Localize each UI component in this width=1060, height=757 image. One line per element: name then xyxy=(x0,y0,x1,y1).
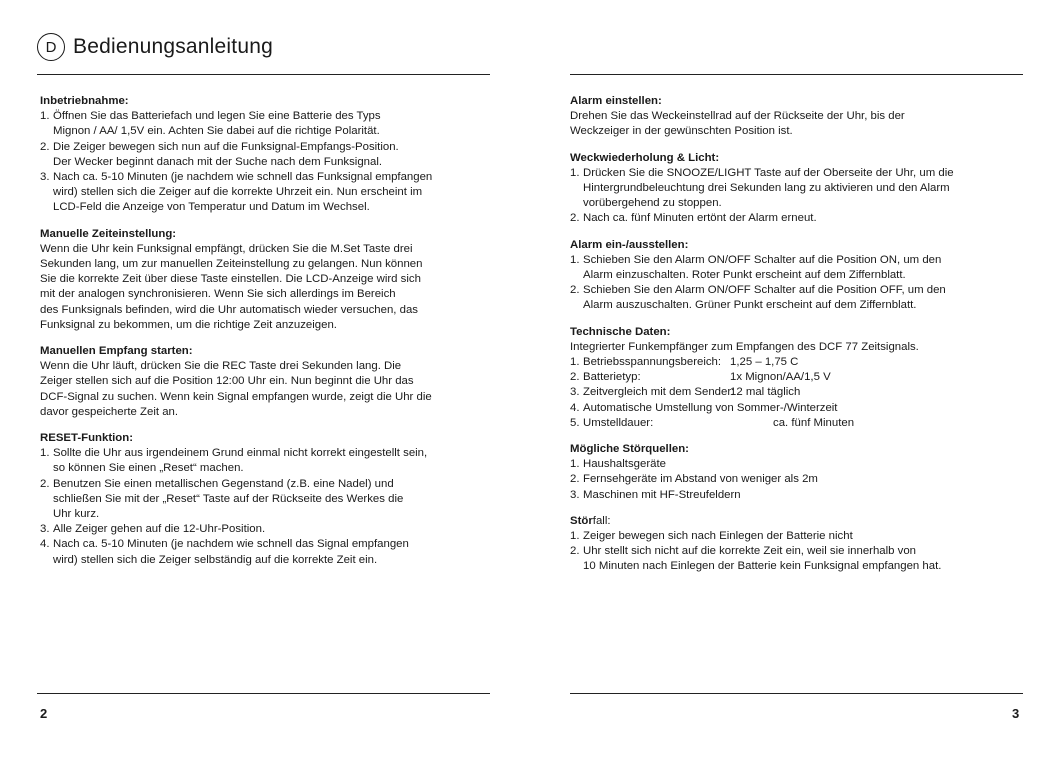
title-light-part: fall: xyxy=(592,514,611,527)
list-item xyxy=(40,446,500,476)
text-line: Alarm auszuschalten. Grüner Punkt erscheint auf dem Ziffernblatt. xyxy=(583,299,917,312)
item-number: 1. xyxy=(570,166,580,179)
text-line: Sollte die Uhr aus irgendeinem Grund einmal nicht korrekt eingestellt sein, xyxy=(53,447,428,460)
tech-row xyxy=(570,355,1025,370)
tech-row xyxy=(570,401,1025,416)
section-title: Manuellen Empfang starten: xyxy=(40,345,193,358)
item-number: 4. xyxy=(570,401,580,414)
item-text xyxy=(53,140,500,170)
item-number: 2. xyxy=(570,473,580,486)
item-number: 2. xyxy=(570,284,580,297)
list-item xyxy=(40,140,500,170)
list-item xyxy=(570,457,1025,472)
section-stoerfall xyxy=(570,514,1025,575)
step-list xyxy=(570,529,1025,575)
item-text xyxy=(583,283,1025,313)
item-text xyxy=(53,109,500,139)
text-line: vorübergehend zu stoppen. xyxy=(583,197,722,210)
section-title: Weckwiederholung & Licht: xyxy=(570,151,720,164)
item-text xyxy=(583,544,1025,574)
item-number: 2. xyxy=(570,212,580,225)
section-title: Manuelle Zeiteinstellung: xyxy=(40,227,177,240)
text-line: Die Zeiger bewegen sich nun auf die Funksignal-Empfangs-Position. xyxy=(53,140,399,153)
item-number: 4. xyxy=(40,538,50,551)
section-title: Inbetriebnahme: xyxy=(40,95,129,107)
item-number: 3. xyxy=(40,171,50,184)
item-text xyxy=(583,211,1025,226)
page-number-left: 2 xyxy=(40,706,48,721)
paragraph xyxy=(40,242,500,333)
text-line: mit der analogen synchronisieren. Wenn Sie sich allerdings im Bereich xyxy=(40,288,396,301)
text-line: des Funksignals befinden, wird die Uhr automatisch wieder versuchen, das xyxy=(40,303,418,316)
tech-value: 12 mal täglich xyxy=(730,386,801,399)
right-page xyxy=(570,94,1025,586)
item-number: 3. xyxy=(570,386,580,399)
left-page xyxy=(40,94,500,579)
list-item xyxy=(40,522,500,537)
text-line: Sekunden lang, um zur manuellen Zeiteinstellung zu gelangen. Nun können xyxy=(40,258,423,271)
manual-header xyxy=(37,33,273,61)
text-line: wird) stellen sich die Zeiger auf die korrekte Uhrzeit ein. Nun erscheint im xyxy=(53,186,423,199)
tech-intro: Integrierter Funkempfänger zum Empfangen des DCF 77 Zeitsignals. xyxy=(570,340,919,353)
list-item xyxy=(570,166,1025,212)
section-title: Alarm einstellen: xyxy=(570,95,662,107)
text-line: Uhr stellt sich nicht auf die korrekte Zeit ein, weil sie innerhalb von xyxy=(583,545,917,558)
item-number: 2. xyxy=(570,371,580,384)
item-number: 2. xyxy=(40,140,50,153)
list-item xyxy=(570,253,1025,283)
text-line: Wenn die Uhr kein Funksignal empfängt, drücken Sie die M.Set Taste drei xyxy=(40,242,413,255)
section-weckwiederholung xyxy=(570,151,1025,227)
text-line: Uhr kurz. xyxy=(53,508,100,521)
right-bottom-rule xyxy=(570,693,1023,694)
list-item xyxy=(570,472,1025,487)
title-bold-part: Stör xyxy=(570,514,593,527)
list-item xyxy=(570,488,1025,503)
list-item xyxy=(40,109,500,139)
text-line: Drehen Sie das Weckeinstellrad auf der Rückseite der Uhr, bis der xyxy=(570,110,905,123)
step-list xyxy=(570,253,1025,314)
item-text xyxy=(53,522,500,537)
item-text: Maschinen mit HF-Streufeldern xyxy=(583,488,741,501)
left-top-rule xyxy=(37,74,490,75)
text-line: Nach ca. 5-10 Minuten (je nachdem wie schnell das Signal empfangen xyxy=(53,538,409,551)
list-item xyxy=(40,170,500,216)
left-bottom-rule xyxy=(37,693,490,694)
list-item xyxy=(40,477,500,523)
text-line: wird) stellen sich die Zeiger selbständig auf die korrekte Zeit ein. xyxy=(53,553,378,566)
text-line: Alle Zeiger gehen auf die 12-Uhr-Position. xyxy=(53,523,266,536)
list-item xyxy=(570,211,1025,226)
text-line: Nach ca. fünf Minuten ertönt der Alarm erneut. xyxy=(583,212,817,225)
tech-value: 1x Mignon/AA/1,5 V xyxy=(730,371,831,384)
section-title: Mögliche Störquellen: xyxy=(570,443,689,456)
list-item xyxy=(570,529,1025,544)
item-number: 1. xyxy=(40,110,50,123)
page-number-right: 3 xyxy=(1012,706,1020,721)
text-line: Mignon / AA/ 1,5V ein. Achten Sie dabei auf die richtige Polarität. xyxy=(53,125,380,138)
paragraph xyxy=(40,359,500,420)
item-number: 1. xyxy=(570,458,580,471)
item-number: 5. xyxy=(570,416,580,429)
item-number: 1. xyxy=(570,530,580,543)
section-reset-funktion xyxy=(40,431,500,568)
text-line: Schieben Sie den Alarm ON/OFF Schalter auf die Position ON, um den xyxy=(583,253,942,266)
section-alarm-einstellen xyxy=(570,94,1025,140)
text-line: Alarm einzuschalten. Roter Punkt erscheint auf dem Ziffernblatt. xyxy=(583,269,906,282)
section-inbetriebnahme xyxy=(40,94,500,216)
step-list xyxy=(570,166,1025,227)
section-title: RESET-Funktion: xyxy=(40,432,134,445)
text-line: Zeiger stellen sich auf die Position 12:00 Uhr ein. Nun beginnt die Uhr das xyxy=(40,375,414,388)
tech-value: ca. fünf Minuten xyxy=(773,416,855,429)
tech-label: Betriebsspannungsbereich: xyxy=(583,356,722,369)
item-number: 2. xyxy=(40,477,50,490)
step-list xyxy=(570,457,1025,503)
text-line: Funksignal zu bekommen, um die richtige Zeit anzuzeigen. xyxy=(40,318,337,331)
section-alarm-ein-aus xyxy=(570,238,1025,314)
list-item xyxy=(570,544,1025,574)
section-stoerquellen xyxy=(570,442,1025,503)
tech-label: Umstelldauer: xyxy=(583,416,654,429)
text-line: schließen Sie mit der „Reset“ Taste auf der Rückseite des Werkes die xyxy=(53,492,404,505)
item-text xyxy=(583,166,1025,212)
item-text: Fernsehgeräte im Abstand von weniger als 2m xyxy=(583,473,818,486)
text-line: Der Wecker beginnt danach mit der Suche nach dem Funksignal. xyxy=(53,155,383,168)
item-text xyxy=(53,477,500,523)
manual-title: Bedienungsanleitung xyxy=(73,35,273,58)
tech-row xyxy=(570,385,1025,400)
tech-row xyxy=(570,370,1025,385)
section-manueller-empfang xyxy=(40,344,500,420)
text-line: Nach ca. 5-10 Minuten (je nachdem wie schnell das Funksignal empfangen xyxy=(53,171,433,184)
tech-label: Automatische Umstellung von Sommer-/Winterzeit xyxy=(583,401,838,414)
step-list xyxy=(40,446,500,568)
item-text xyxy=(583,253,1025,283)
text-line: 10 Minuten nach Einlegen der Batterie kein Funksignal empfangen hat. xyxy=(583,560,942,573)
item-number: 3. xyxy=(570,488,580,501)
list-item xyxy=(570,283,1025,313)
text-line: Schieben Sie den Alarm ON/OFF Schalter auf die Position OFF, um den xyxy=(583,284,946,297)
paragraph xyxy=(570,109,1025,139)
text-line: so können Sie einen „Reset“ machen. xyxy=(53,462,244,475)
text-line: DCF-Signal zu suchen. Wenn kein Signal empfangen wurde, zeigt die Uhr die xyxy=(40,390,432,403)
section-title: Technische Daten: xyxy=(570,325,671,338)
item-number: 2. xyxy=(570,545,580,558)
text-line: Hintergrundbeleuchtung drei Sekunden lang zu aktivieren und den Alarm xyxy=(583,182,950,195)
section-title xyxy=(570,514,1025,529)
text-line: Sie die korrekte Zeit über diese Taste einstellen. Die LCD-Anzeige wird sich xyxy=(40,273,421,286)
section-title: Alarm ein-/ausstellen: xyxy=(570,238,689,251)
list-item xyxy=(40,537,500,567)
item-text xyxy=(53,170,500,216)
item-text xyxy=(583,529,1025,544)
text-line: Benutzen Sie einen metallischen Gegenstand (z.B. eine Nadel) und xyxy=(53,477,394,490)
text-line: LCD-Feld die Anzeige von Temperatur und Datum im Wechsel. xyxy=(53,201,370,214)
text-line: Zeiger bewegen sich nach Einlegen der Batterie nicht xyxy=(583,530,853,543)
item-text xyxy=(53,446,500,476)
item-text xyxy=(53,537,500,567)
text-line: Wenn die Uhr läuft, drücken Sie die REC Taste drei Sekunden lang. Die xyxy=(40,360,402,373)
text-line: Drücken Sie die SNOOZE/LIGHT Taste auf der Oberseite der Uhr, um die xyxy=(583,166,954,179)
tech-label: Batterietyp: xyxy=(583,371,641,384)
text-line: davor gespeicherte Zeit an. xyxy=(40,405,179,418)
right-top-rule xyxy=(570,74,1023,75)
tech-label: Zeitvergleich mit dem Sender: xyxy=(583,386,735,399)
step-list xyxy=(40,109,500,215)
section-technische-daten xyxy=(570,325,1025,431)
item-number: 3. xyxy=(40,523,50,536)
item-number: 1. xyxy=(40,447,50,460)
item-text: Haushaltsgeräte xyxy=(583,458,666,471)
text-line: Öffnen Sie das Batteriefach und legen Sie eine Batterie des Typs xyxy=(53,110,381,123)
tech-row xyxy=(570,416,1025,431)
section-manuelle-zeiteinstellung xyxy=(40,227,500,333)
text-line: Weckzeiger in der gewünschten Position ist. xyxy=(570,125,793,138)
item-number: 1. xyxy=(570,356,580,369)
item-number: 1. xyxy=(570,253,580,266)
tech-value: 1,25 – 1,75 C xyxy=(730,356,799,369)
language-badge: D xyxy=(37,33,65,61)
